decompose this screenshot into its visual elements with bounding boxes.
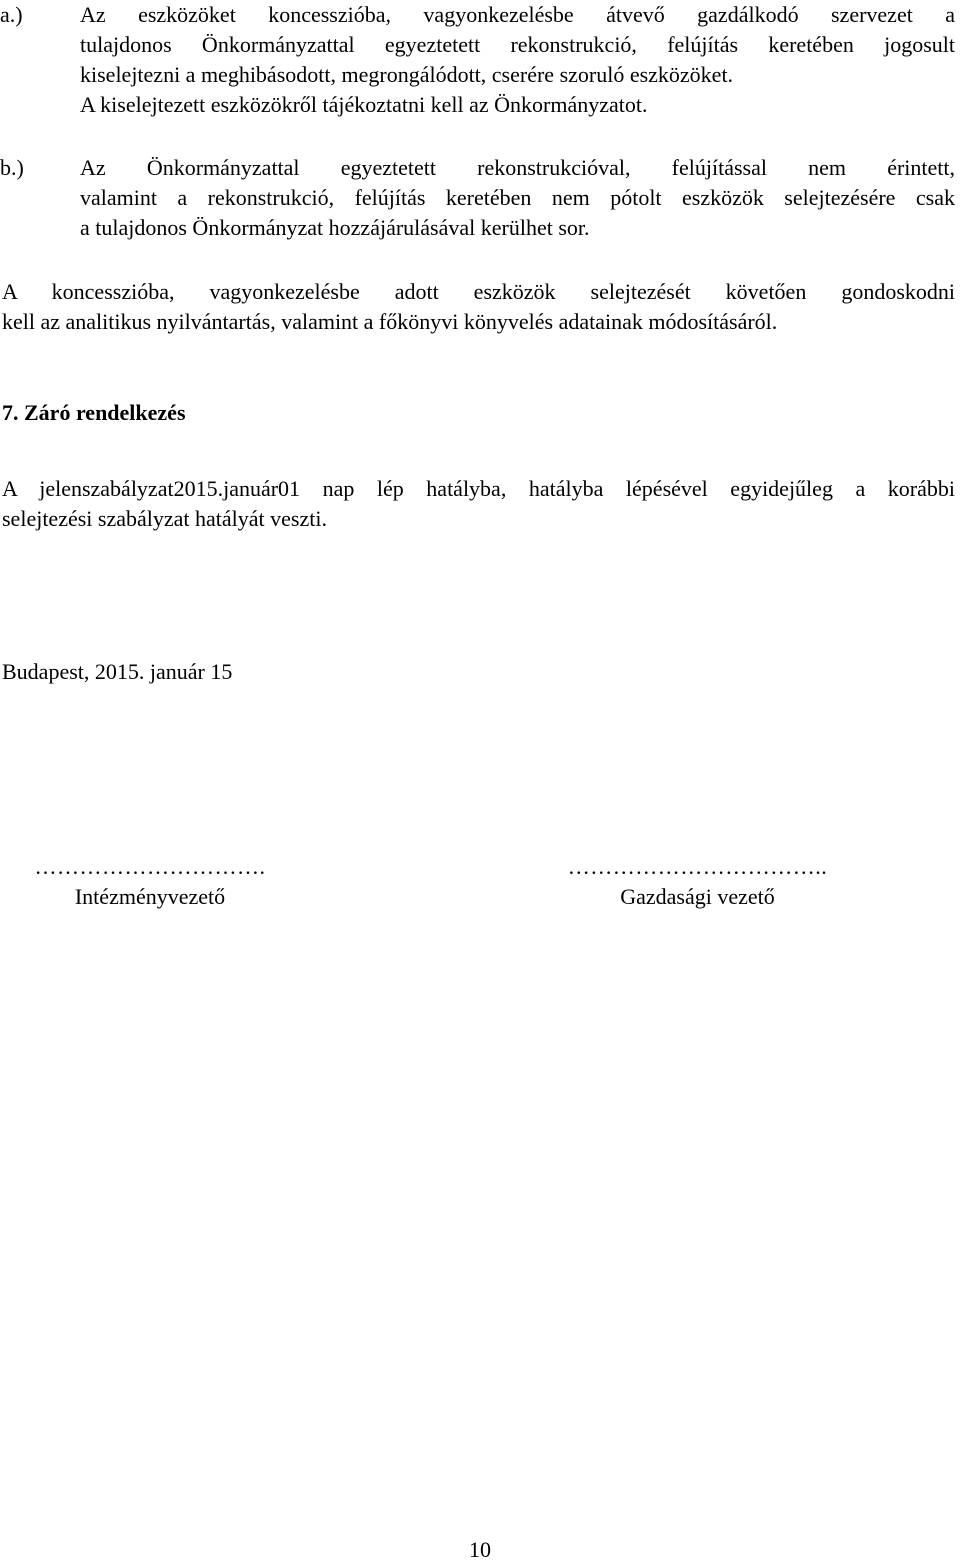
text-line: a tulajdonos Önkormányzat hozzájárulásával kerülhet sor. [80, 215, 590, 240]
paragraph-effective-date [2, 474, 955, 534]
text-line: A jelenszabályzat2015.január01 nap lép hatályba, hatályba lépésével egyidejűleg a korábbi [2, 476, 955, 501]
signature-line: …………………………….. [567, 854, 828, 879]
list-item-a-text [80, 0, 955, 120]
text-line: kell az analitikus nyilvántartás, valamint a főkönyvi könyvelés adatainak módosításáról. [2, 309, 778, 334]
text-line: Az eszközöket koncesszióba, vagyonkezelésbe átvevő gazdálkodó szervezet a [80, 2, 955, 27]
paragraph-asset-records [2, 277, 955, 337]
text-line: Az Önkormányzattal egyeztetett rekonstrukcióval, felújítással nem érintett, [80, 155, 955, 180]
page-number: 10 [469, 1537, 491, 1562]
text-line: A koncesszióba, vagyonkezelésbe adott eszközök selejtezését követően gondoskodni [2, 279, 955, 304]
section-heading: 7. Záró rendelkezés [2, 400, 186, 425]
text-line: selejtezési szabályzat hatályát veszti. [2, 506, 327, 531]
signature-block-finance [520, 852, 875, 912]
text-line: kiselejtezni a meghibásodott, megrongálódott, cserére szoruló eszközöket. [80, 62, 734, 87]
list-marker-a: a.) [0, 2, 23, 27]
signature-title: Intézményvezető [74, 884, 226, 909]
signature-block-director [0, 852, 300, 912]
text-line: A kiselejtezett eszközökről tájékoztatni kell az Önkormányzatot. [80, 92, 648, 117]
text-line: tulajdonos Önkormányzattal egyeztetett rekonstrukció, felújítás keretében jogosult [80, 32, 955, 57]
signature-title: Gazdasági vezető [620, 884, 775, 909]
list-marker-b: b.) [0, 155, 24, 180]
signature-line: …………………………. [34, 854, 266, 879]
list-item-b-text [80, 153, 955, 243]
place-date: Budapest, 2015. január 15 [2, 659, 233, 684]
text-line: valamint a rekonstrukció, felújítás keretében nem pótolt eszközök selejtezésére csak [80, 185, 955, 210]
